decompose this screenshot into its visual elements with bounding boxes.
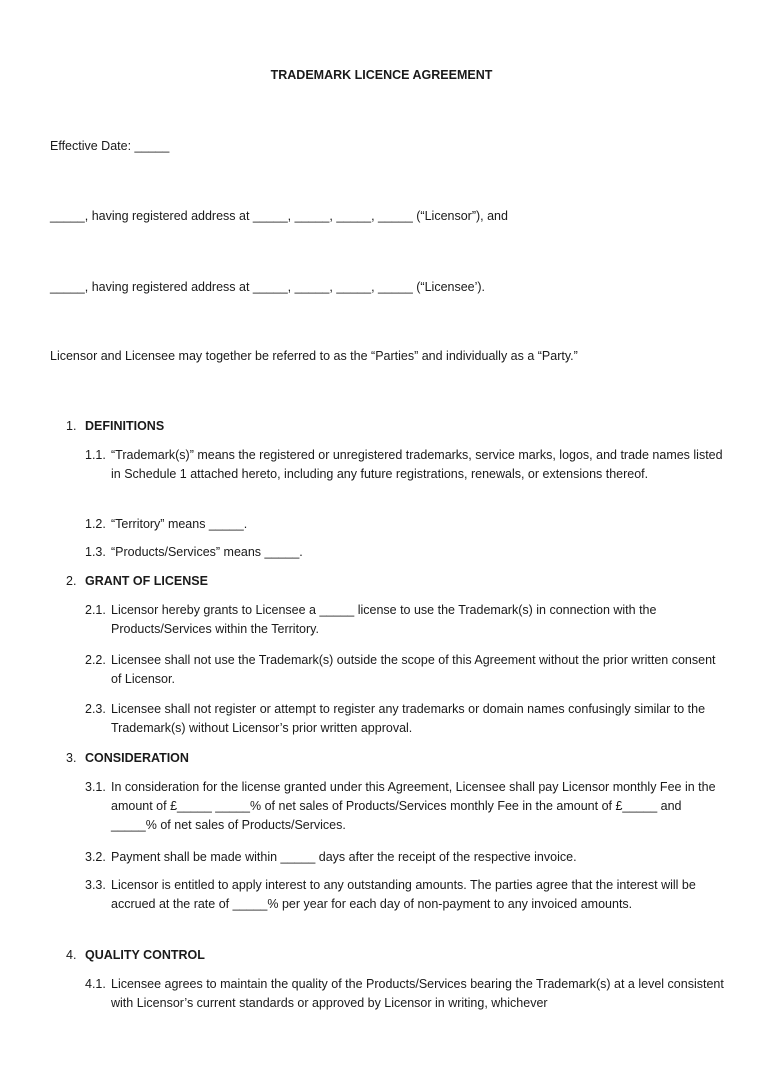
section-title: DEFINITIONS <box>85 419 165 433</box>
clause-number: 1.2. <box>85 517 106 531</box>
parties-line: Licensor and Licensee may together be referred to as the “Parties” and individually as a “Party.” <box>50 349 578 363</box>
section-title: GRANT OF LICENSE <box>85 574 208 588</box>
section-heading <box>66 417 164 436</box>
clause-text: Licensor hereby grants to Licensee a _____ license to use the Trademark(s) in connection with the Products/Services within the Territory. <box>111 603 657 636</box>
clause-text: “Territory” means _____. <box>111 517 248 531</box>
section-heading <box>66 946 205 965</box>
clause <box>85 778 725 835</box>
clause-number: 2.1. <box>85 603 106 617</box>
clause-text: Licensor is entitled to apply interest to any outstanding amounts. The parties agree that the interest will be accrued at the rate of _____% per year for each day of non-payment to any invoiced amounts. <box>111 878 696 911</box>
clause-number: 3.3. <box>85 878 106 892</box>
section-number: 1. <box>66 419 77 433</box>
clause <box>85 515 725 534</box>
clause-number: 1.1. <box>85 448 106 462</box>
clause <box>85 700 725 738</box>
section-number: 3. <box>66 751 77 765</box>
effective-date: Effective Date: _____ <box>50 139 170 153</box>
clause-number: 2.3. <box>85 702 106 716</box>
clause-text: “Trademark(s)” means the registered or unregistered trademarks, service marks, logos, and trade names listed in Schedule 1 attached hereto, including any future registrations, renewals, or extensions thereof. <box>111 448 723 481</box>
section-heading <box>66 572 208 591</box>
clause <box>85 601 725 639</box>
clause-text: Payment shall be made within _____ days after the receipt of the respective invoice. <box>111 850 577 864</box>
clause <box>85 876 725 914</box>
clause <box>85 446 725 484</box>
clause-number: 3.2. <box>85 850 106 864</box>
document-title: TRADEMARK LICENCE AGREEMENT <box>270 68 493 82</box>
clause-text: Licensee shall not register or attempt to register any trademarks or domain names confusingly similar to the Trademark(s) without Licensor’s prior written approval. <box>111 702 706 735</box>
clause-text: In consideration for the license granted under this Agreement, Licensee shall pay Licensor monthly Fee in the amount of £_____ _____% of net sales of Products/Services monthly Fee in the amount of £_____ and _____% of net sales of Products/Services. <box>111 780 716 832</box>
section-number: 2. <box>66 574 77 588</box>
clause <box>85 651 725 689</box>
clause-number: 4.1. <box>85 977 106 991</box>
section-number: 4. <box>66 948 77 962</box>
section-title: QUALITY CONTROL <box>85 948 205 962</box>
clause <box>85 543 725 562</box>
clause-number: 3.1. <box>85 780 106 794</box>
clause <box>85 848 725 867</box>
section-heading <box>66 749 189 768</box>
licensee-line: _____, having registered address at _____, _____, _____, _____ (“Licensee’). <box>50 280 486 294</box>
clause <box>85 975 725 1013</box>
licensor-line: _____, having registered address at _____, _____, _____, _____ (“Licensor”), and <box>50 209 508 223</box>
clause-number: 2.2. <box>85 653 106 667</box>
clause-number: 1.3. <box>85 545 106 559</box>
section-title: CONSIDERATION <box>85 751 189 765</box>
clause-text: Licensee agrees to maintain the quality of the Products/Services bearing the Trademark(s) at a level consistent with Licensor’s current standards or approved by Licensor in writing, whichever <box>111 977 724 1010</box>
clause-text: “Products/Services” means _____. <box>111 545 303 559</box>
clause-text: Licensee shall not use the Trademark(s) outside the scope of this Agreement without the prior written consent of Licensor. <box>111 653 716 686</box>
